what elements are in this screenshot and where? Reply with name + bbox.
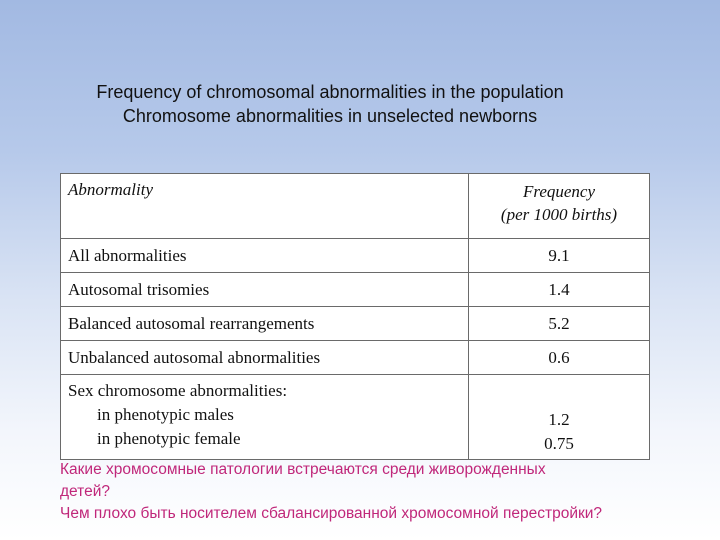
questions [60, 459, 710, 525]
table-header-row [61, 174, 650, 239]
table-row [61, 341, 650, 375]
sex-sub-label-female: in phenotypic female [97, 429, 241, 448]
question-line-1: Какие хромосомные патологии встречаются среди живорожденных [60, 461, 546, 478]
question-line-2: детей? [60, 483, 110, 500]
table-row-sex-chromosome [61, 375, 650, 460]
sex-row-values [469, 375, 650, 460]
sex-row-label: Sex chromosome abnormalities: [68, 381, 288, 400]
row-value: 5.2 [469, 307, 650, 341]
header-frequency-line-1: Frequency [522, 182, 596, 201]
title-line-2: Chromosome abnormalities in unselected newborns [122, 106, 538, 126]
sex-sub-value-males: 1.2 [548, 410, 570, 429]
row-label: All abnormalities [61, 239, 469, 273]
table-row [61, 273, 650, 307]
sex-row-labels [61, 375, 469, 460]
question-line-3: Чем плохо быть носителем сбалансированной хромосомной перестройки? [60, 505, 603, 522]
row-label: Autosomal trisomies [61, 273, 469, 307]
sex-sub-value-female: 0.75 [544, 434, 574, 453]
row-value: 9.1 [469, 239, 650, 273]
sex-sub-label-males: in phenotypic males [97, 405, 234, 424]
header-frequency [469, 174, 650, 239]
frequency-table [60, 173, 650, 460]
row-label: Unbalanced autosomal abnormalities [61, 341, 469, 375]
header-abnormality: Abnormality [61, 174, 469, 239]
table-row [61, 307, 650, 341]
title-line-1: Frequency of chromosomal abnormalities in the population [96, 82, 564, 102]
row-value: 0.6 [469, 341, 650, 375]
slide-title [0, 80, 660, 128]
row-value: 1.4 [469, 273, 650, 307]
row-label: Balanced autosomal rearrangements [61, 307, 469, 341]
table-row [61, 239, 650, 273]
header-frequency-line-2: (per 1000 births) [500, 205, 618, 224]
